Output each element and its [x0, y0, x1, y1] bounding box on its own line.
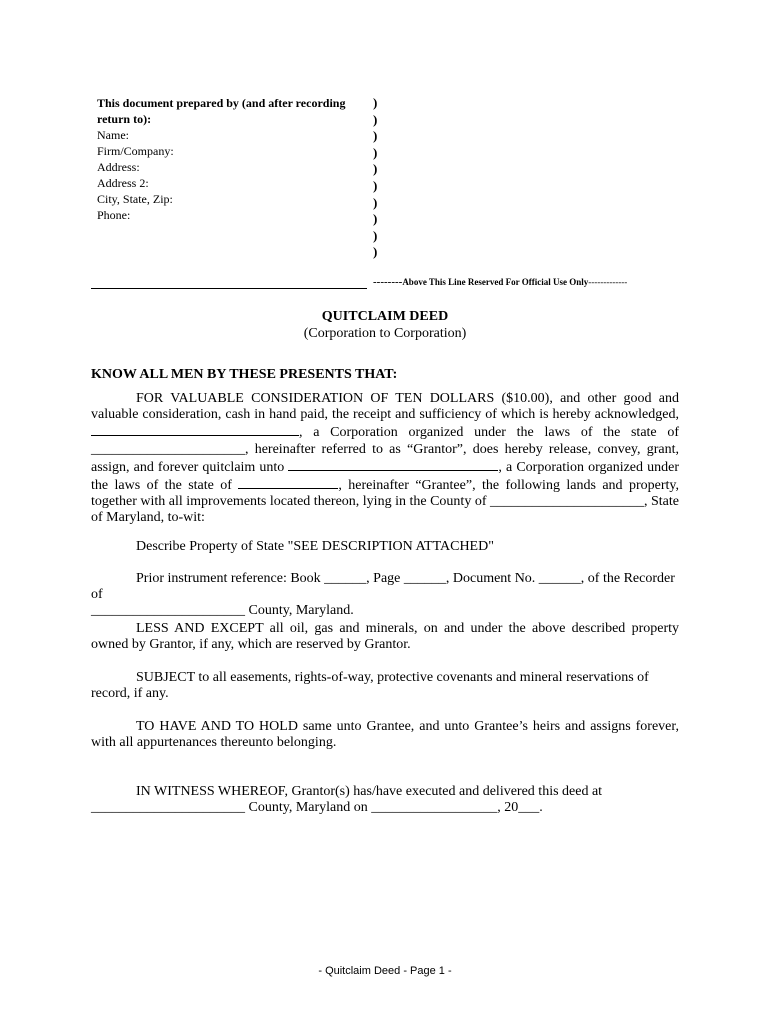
witness-line1: IN WITNESS WHEREOF, Grantor(s) has/have executed and delivered this deed at: [136, 784, 603, 799]
document-subtitle: (Corporation to Corporation): [303, 326, 467, 341]
grantor-name-blank: [91, 423, 299, 436]
name-field-label: Name:: [97, 128, 129, 142]
paren: ): [373, 161, 378, 177]
preparer-block: [97, 95, 367, 223]
prepared-by-label: This document prepared by (and after recording: [97, 96, 346, 110]
paren: ): [373, 128, 378, 144]
consideration-text-4: , a Corporation organized under the laws of the state of: [91, 459, 679, 494]
property-description: [91, 539, 679, 555]
property-description-text: Describe Property of State "SEE DESCRIPTION ATTACHED": [136, 539, 494, 554]
consideration-text-2: , a Corporation organized under the laws of the state of: [299, 425, 679, 441]
subject-paragraph: [91, 670, 679, 702]
recording-line: [91, 288, 367, 289]
consideration-paragraph: [91, 391, 679, 527]
consideration-text-5: , hereinafter “Grantee”, the following lands and property, together with all improvements located thereon, lying in the County of ______________________, State of Maryland, to-wit:: [91, 478, 679, 526]
phone-field-label: Phone:: [97, 208, 131, 222]
prior-reference-paragraph: [91, 571, 679, 620]
paren: ): [373, 95, 378, 110]
official-use-dashes-right: -------------: [588, 277, 628, 287]
grantee-name-blank: [288, 458, 498, 471]
paren: ): [373, 244, 378, 260]
paren: ): [373, 211, 378, 227]
official-use-dashes-left: --------: [373, 276, 403, 288]
city-state-zip-field-label: City, State, Zip:: [97, 192, 173, 206]
footer-doc-name: - Quitclaim Deed -: [318, 965, 411, 977]
know-all-men-heading: KNOW ALL MEN BY THESE PRESENTS THAT:: [91, 367, 398, 382]
less-except-paragraph: [91, 621, 679, 653]
address-field-label: Address:: [97, 160, 140, 174]
habendum-paragraph: [91, 719, 679, 751]
prior-reference-line1: Prior instrument reference: Book ______, Page ______, Document No. ______, of the Recorder of: [91, 571, 675, 603]
address2-field-label: Address 2:: [97, 176, 149, 190]
paren: ): [373, 194, 378, 210]
subject-text: SUBJECT to all easements, rights-of-way, protective covenants and mineral reservations of record, if any.: [91, 670, 649, 702]
official-use-notice: [373, 276, 627, 288]
grantee-state-blank: [238, 476, 338, 489]
paren-column: [373, 95, 377, 261]
paren: ): [373, 177, 378, 193]
less-except-text: LESS AND EXCEPT all oil, gas and minerals, on and under the above described property owned by Grantor, if any, which are reserved by Grantor.: [91, 621, 679, 653]
page-number: Page 1 -: [410, 965, 452, 977]
paren: ): [373, 144, 378, 160]
paren: ): [373, 227, 378, 243]
witness-line2: ______________________ County, Maryland on __________________, 20___.: [91, 800, 543, 816]
return-to-label: return to):: [97, 112, 152, 126]
paren: ): [373, 111, 378, 127]
witness-paragraph: [91, 784, 679, 816]
firm-field-label: Firm/Company:: [97, 144, 174, 158]
official-use-text: Above This Line Reserved For Official Use Only: [402, 277, 589, 287]
prior-reference-line2: ______________________ County, Maryland.: [91, 603, 354, 619]
habendum-text: TO HAVE AND TO HOLD same unto Grantee, and unto Grantee’s heirs and assigns forever, with all appurtenances thereunto belonging.: [91, 719, 679, 751]
consideration-text-3: ______________________, hereinafter referred to as “Grantor”, does hereby release, convey, grant, assign, and forever quitclaim unto: [91, 441, 679, 475]
document-title: QUITCLAIM DEED: [321, 309, 449, 324]
page-footer: [0, 965, 770, 977]
consideration-text-1: FOR VALUABLE CONSIDERATION OF TEN DOLLARS ($10.00), and other good and valuable consideration, cash in hand paid, the receipt and sufficiency of which is hereby acknowledged,: [91, 391, 679, 423]
